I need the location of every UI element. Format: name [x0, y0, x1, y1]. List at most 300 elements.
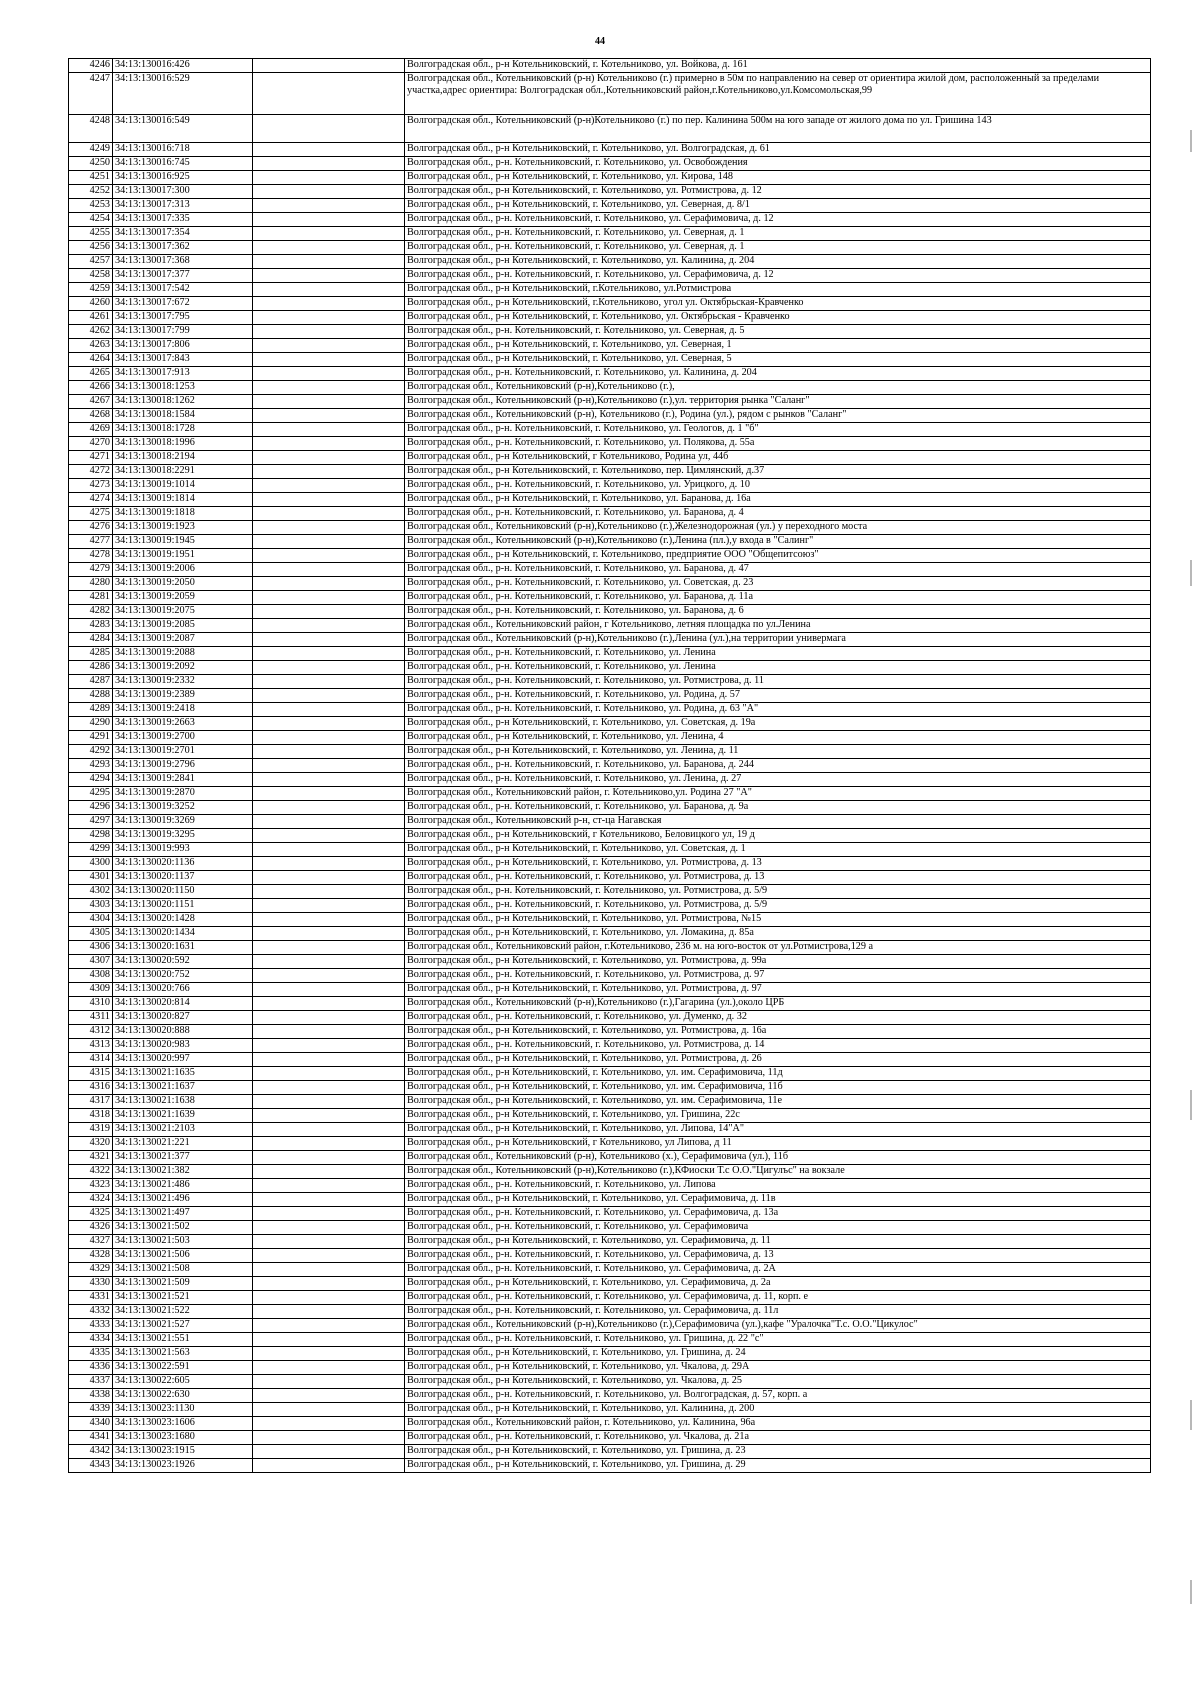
table-row [69, 661, 1151, 675]
address-cell: Волгоградская обл., р-н. Котельниковский, г. Котельниково, ул. Ротмистрова, д. 11 [405, 675, 1151, 689]
empty-cell [253, 675, 405, 689]
cadastral-number-cell: 34:13:130022:591 [113, 1361, 253, 1375]
table-row [69, 1417, 1151, 1431]
row-number-cell: 4329 [69, 1263, 113, 1277]
row-number-cell: 4342 [69, 1445, 113, 1459]
cadastral-number-cell: 34:13:130019:2092 [113, 661, 253, 675]
address-cell: Волгоградская обл., р-н Котельниковский, г. Котельниково, ул. Гришина, 22с [405, 1109, 1151, 1123]
address-cell: Волгоградская обл., р-н Котельниковский, г. Котельниково, ул. Серафимовича, д. 11в [405, 1193, 1151, 1207]
empty-cell [253, 269, 405, 283]
table-row [69, 1235, 1151, 1249]
address-cell: Волгоградская обл., р-н Котельниковский, г. Котельниково, ул. Кирова, 148 [405, 171, 1151, 185]
table-row [69, 1277, 1151, 1291]
cadastral-number-cell: 34:13:130019:2087 [113, 633, 253, 647]
cadastral-number-cell: 34:13:130016:426 [113, 59, 253, 73]
empty-cell [253, 479, 405, 493]
address-cell: Волгоградская обл., р-н. Котельниковский, г. Котельниково, ул. Родина, д. 57 [405, 689, 1151, 703]
cadastral-number-cell: 34:13:130018:1584 [113, 409, 253, 423]
row-number-cell: 4302 [69, 885, 113, 899]
table-row [69, 1067, 1151, 1081]
table-row [69, 941, 1151, 955]
empty-cell [253, 143, 405, 157]
table-row [69, 521, 1151, 535]
table-row [69, 563, 1151, 577]
table-row [69, 297, 1151, 311]
empty-cell [253, 1123, 405, 1137]
cadastral-number-cell: 34:13:130017:806 [113, 339, 253, 353]
row-number-cell: 4306 [69, 941, 113, 955]
row-number-cell: 4288 [69, 689, 113, 703]
empty-cell [253, 997, 405, 1011]
address-cell: Волгоградская обл., Котельниковский (р-н)Котельниково (г.) по пер. Калинина 500м на юго западе от жилого дома по ул. Гришина 143 [405, 115, 1151, 143]
table-row [69, 1305, 1151, 1319]
table-row [69, 857, 1151, 871]
cadastral-number-cell: 34:13:130016:718 [113, 143, 253, 157]
empty-cell [253, 423, 405, 437]
table-row [69, 1123, 1151, 1137]
cadastral-number-cell: 34:13:130019:2418 [113, 703, 253, 717]
table-row [69, 1249, 1151, 1263]
table-row [69, 451, 1151, 465]
address-cell: Волгоградская обл., р-н. Котельниковский, г. Котельниково, ул. Чкалова, д. 21а [405, 1431, 1151, 1445]
empty-cell [253, 1081, 405, 1095]
table-row [69, 1361, 1151, 1375]
table-row [69, 171, 1151, 185]
row-number-cell: 4318 [69, 1109, 113, 1123]
row-number-cell: 4270 [69, 437, 113, 451]
cadastral-number-cell: 34:13:130018:2291 [113, 465, 253, 479]
table-row [69, 269, 1151, 283]
table-row [69, 325, 1151, 339]
row-number-cell: 4324 [69, 1193, 113, 1207]
address-cell: Волгоградская обл., р-н Котельниковский, г Котельниково, ул Липова, д 11 [405, 1137, 1151, 1151]
cadastral-number-cell: 34:13:130017:300 [113, 185, 253, 199]
address-cell: Волгоградская обл., р-н Котельниковский, г. Котельниково, ул. Ротмистрова, д. 97 [405, 983, 1151, 997]
address-cell: Волгоградская обл., р-н. Котельниковский, г. Котельниково, ул. Волгоградская, д. 57, корп. а [405, 1389, 1151, 1403]
cadastral-number-cell: 34:13:130023:1130 [113, 1403, 253, 1417]
empty-cell [253, 689, 405, 703]
table-row [69, 675, 1151, 689]
row-number-cell: 4307 [69, 955, 113, 969]
row-number-cell: 4319 [69, 1123, 113, 1137]
empty-cell [253, 801, 405, 815]
empty-cell [253, 605, 405, 619]
table-row [69, 591, 1151, 605]
empty-cell [253, 647, 405, 661]
empty-cell [253, 1459, 405, 1473]
row-number-cell: 4264 [69, 353, 113, 367]
cadastral-number-cell: 34:13:130022:630 [113, 1389, 253, 1403]
table-row [69, 339, 1151, 353]
cadastral-number-cell: 34:13:130019:2085 [113, 619, 253, 633]
empty-cell [253, 115, 405, 143]
table-row [69, 535, 1151, 549]
row-number-cell: 4247 [69, 73, 113, 115]
cadastral-number-cell: 34:13:130016:745 [113, 157, 253, 171]
cadastral-number-cell: 34:13:130020:814 [113, 997, 253, 1011]
table-row [69, 381, 1151, 395]
row-number-cell: 4340 [69, 1417, 113, 1431]
empty-cell [253, 339, 405, 353]
scan-artifact [1190, 130, 1192, 152]
empty-cell [253, 591, 405, 605]
address-cell: Волгоградская обл., р-н. Котельниковский, г. Котельниково, ул. Гришина, д. 22 "с" [405, 1333, 1151, 1347]
table-row [69, 479, 1151, 493]
table-row [69, 899, 1151, 913]
table-row [69, 353, 1151, 367]
address-cell: Волгоградская обл., Котельниковский (р-н),Котельниково (г.),КФиоски Т.с О.О."Цигулъс" на вокзале [405, 1165, 1151, 1179]
row-number-cell: 4296 [69, 801, 113, 815]
row-number-cell: 4272 [69, 465, 113, 479]
row-number-cell: 4335 [69, 1347, 113, 1361]
cadastral-number-cell: 34:13:130021:496 [113, 1193, 253, 1207]
table-row [69, 1011, 1151, 1025]
address-cell: Волгоградская обл., р-н Котельниковский, г. Котельниково, предприятие ООО "Общепитсоюз" [405, 549, 1151, 563]
cadastral-number-cell: 34:13:130021:563 [113, 1347, 253, 1361]
cadastral-number-cell: 34:13:130020:888 [113, 1025, 253, 1039]
row-number-cell: 4334 [69, 1333, 113, 1347]
empty-cell [253, 1235, 405, 1249]
row-number-cell: 4260 [69, 297, 113, 311]
empty-cell [253, 507, 405, 521]
address-cell: Волгоградская обл., Котельниковский (р-н),Котельниково (г.),Железнодорожная (ул.) у переходного моста [405, 521, 1151, 535]
address-cell: Волгоградская обл., р-н. Котельниковский, г. Котельниково, ул. Ленина [405, 661, 1151, 675]
table-row [69, 423, 1151, 437]
row-number-cell: 4276 [69, 521, 113, 535]
address-cell: Волгоградская обл., р-н Котельниковский, г. Котельниково, ул. Ленина, 4 [405, 731, 1151, 745]
address-cell: Волгоградская обл., р-н. Котельниковский, г. Котельниково, ул. Баранова, д. 11а [405, 591, 1151, 605]
cadastral-number-cell: 34:13:130021:221 [113, 1137, 253, 1151]
cadastral-number-cell: 34:13:130021:382 [113, 1165, 253, 1179]
row-number-cell: 4299 [69, 843, 113, 857]
address-cell: Волгоградская обл., р-н Котельниковский, г. Котельниково, ул. Советская, д. 19а [405, 717, 1151, 731]
table-row [69, 619, 1151, 633]
table-row [69, 213, 1151, 227]
table-row [69, 157, 1151, 171]
row-number-cell: 4283 [69, 619, 113, 633]
row-number-cell: 4325 [69, 1207, 113, 1221]
address-cell: Волгоградская обл., р-н Котельниковский, г. Котельниково, ул. Северная, 1 [405, 339, 1151, 353]
row-number-cell: 4310 [69, 997, 113, 1011]
address-cell: Волгоградская обл., Котельниковский (р-н),Котельниково (г.),ул. территория рынка "Саланг" [405, 395, 1151, 409]
cadastral-number-cell: 34:13:130017:335 [113, 213, 253, 227]
empty-cell [253, 1417, 405, 1431]
address-cell: Волгоградская обл., р-н. Котельниковский, г. Котельниково, ул. Северная, д. 5 [405, 325, 1151, 339]
table-row [69, 465, 1151, 479]
cadastral-number-cell: 34:13:130019:1951 [113, 549, 253, 563]
cadastral-number-cell: 34:13:130021:522 [113, 1305, 253, 1319]
empty-cell [253, 983, 405, 997]
address-cell: Волгоградская обл., р-н. Котельниковский, г. Котельниково, ул. Полякова, д. 55а [405, 437, 1151, 451]
row-number-cell: 4327 [69, 1235, 113, 1249]
cadastral-number-cell: 34:13:130019:2075 [113, 605, 253, 619]
cadastral-number-cell: 34:13:130021:1637 [113, 1081, 253, 1095]
row-number-cell: 4261 [69, 311, 113, 325]
empty-cell [253, 325, 405, 339]
table-row [69, 549, 1151, 563]
empty-cell [253, 465, 405, 479]
address-cell: Волгоградская обл., р-н Котельниковский, г. Котельниково, ул. Липова, 14"А" [405, 1123, 1151, 1137]
empty-cell [253, 1095, 405, 1109]
row-number-cell: 4278 [69, 549, 113, 563]
row-number-cell: 4312 [69, 1025, 113, 1039]
empty-cell [253, 829, 405, 843]
table-row [69, 1347, 1151, 1361]
empty-cell [253, 717, 405, 731]
address-cell: Волгоградская обл., Котельниковский (р-н),Котельниково (г.),Гагарина (ул.),около ЦРБ [405, 997, 1151, 1011]
empty-cell [253, 1221, 405, 1235]
table-row [69, 1319, 1151, 1333]
table-row [69, 1053, 1151, 1067]
table-row [69, 787, 1151, 801]
table-row [69, 633, 1151, 647]
row-number-cell: 4246 [69, 59, 113, 73]
address-cell: Волгоградская обл., р-н. Котельниковский, г. Котельниково, ул. Северная, д. 1 [405, 241, 1151, 255]
table-row [69, 1025, 1151, 1039]
empty-cell [253, 1305, 405, 1319]
cadastral-number-cell: 34:13:130019:2059 [113, 591, 253, 605]
scan-artifact [1190, 1580, 1192, 1604]
table-row [69, 1179, 1151, 1193]
row-number-cell: 4284 [69, 633, 113, 647]
table-row [69, 913, 1151, 927]
address-cell: Волгоградская обл., р-н Котельниковский, г. Котельниково, ул. Серафимовича, д. 11 [405, 1235, 1151, 1249]
address-cell: Волгоградская обл., р-н. Котельниковский, г. Котельниково, ул. Серафимовича, д. 12 [405, 269, 1151, 283]
address-cell: Волгоградская обл., р-н Котельниковский, г. Котельниково, ул. Ротмистрова, д. 16а [405, 1025, 1151, 1039]
cadastral-number-cell: 34:13:130020:1434 [113, 927, 253, 941]
address-cell: Волгоградская обл., р-н Котельниковский, г. Котельниково, ул. Ротмистрова, д. 99а [405, 955, 1151, 969]
empty-cell [253, 199, 405, 213]
table-row [69, 689, 1151, 703]
empty-cell [253, 745, 405, 759]
empty-cell [253, 633, 405, 647]
table-row [69, 395, 1151, 409]
row-number-cell: 4316 [69, 1081, 113, 1095]
cadastral-number-cell: 34:13:130020:1136 [113, 857, 253, 871]
row-number-cell: 4339 [69, 1403, 113, 1417]
cadastral-number-cell: 34:13:130021:503 [113, 1235, 253, 1249]
empty-cell [253, 437, 405, 451]
cadastral-number-cell: 34:13:130017:843 [113, 353, 253, 367]
address-cell: Волгоградская обл., Котельниковский (р-н),Котельниково (г.),Серафимовича (ул.),кафе "Уралочка"Т.с. О.О."Цикулос" [405, 1319, 1151, 1333]
table-row [69, 1081, 1151, 1095]
empty-cell [253, 759, 405, 773]
row-number-cell: 4330 [69, 1277, 113, 1291]
address-cell: Волгоградская обл., р-н Котельниковский, г. Котельниково, ул. Ротмистрова, №15 [405, 913, 1151, 927]
row-number-cell: 4256 [69, 241, 113, 255]
table-row [69, 1445, 1151, 1459]
address-cell: Волгоградская обл., р-н. Котельниковский, г. Котельниково, ул. Баранова, д. 4 [405, 507, 1151, 521]
empty-cell [253, 1039, 405, 1053]
address-cell: Волгоградская обл., Котельниковский (р-н),Котельниково (г.),Ленина (пл.),у входа в "Салинг" [405, 535, 1151, 549]
table-row [69, 199, 1151, 213]
empty-cell [253, 1333, 405, 1347]
row-number-cell: 4257 [69, 255, 113, 269]
row-number-cell: 4253 [69, 199, 113, 213]
address-cell: Волгоградская обл., Котельниковский (р-н), Котельниково (х.), Серафимовича (ул.), 11б [405, 1151, 1151, 1165]
cadastral-number-cell: 34:13:130019:2700 [113, 731, 253, 745]
address-cell: Волгоградская обл., р-н Котельниковский, г. Котельниково, ул. Октябрьская - Кравченко [405, 311, 1151, 325]
empty-cell [253, 787, 405, 801]
scan-artifact [1190, 1400, 1192, 1430]
cadastral-number-cell: 34:13:130019:2006 [113, 563, 253, 577]
address-cell: Волгоградская обл., р-н. Котельниковский, г. Котельниково, ул. Ротмистрова, д. 14 [405, 1039, 1151, 1053]
table-row [69, 1389, 1151, 1403]
row-number-cell: 4280 [69, 577, 113, 591]
address-cell: Волгоградская обл., р-н. Котельниковский, г. Котельниково, ул. Ротмистрова, д. 13 [405, 871, 1151, 885]
cadastral-number-cell: 34:13:130017:377 [113, 269, 253, 283]
table-row [69, 955, 1151, 969]
row-number-cell: 4274 [69, 493, 113, 507]
address-cell: Волгоградская обл., р-н. Котельниковский, г. Котельниково, ул. Серафимовича, д. 13а [405, 1207, 1151, 1221]
row-number-cell: 4321 [69, 1151, 113, 1165]
row-number-cell: 4313 [69, 1039, 113, 1053]
address-cell: Волгоградская обл., р-н Котельниковский, г. Котельниково, ул. им. Серафимовича, 11д [405, 1067, 1151, 1081]
address-cell: Волгоградская обл., Котельниковский (р-н),Котельниково (г.), [405, 381, 1151, 395]
address-cell: Волгоградская обл., р-н Котельниковский, г. Котельниково, ул. Калинина, д. 204 [405, 255, 1151, 269]
address-cell: Волгоградская обл., р-н Котельниковский, г.Котельниково, угол ул. Октябрьская-Кравченко [405, 297, 1151, 311]
registry-table [68, 58, 1151, 1473]
table-row [69, 73, 1151, 115]
row-number-cell: 4305 [69, 927, 113, 941]
cadastral-number-cell: 34:13:130021:506 [113, 1249, 253, 1263]
row-number-cell: 4336 [69, 1361, 113, 1375]
cadastral-number-cell: 34:13:130016:549 [113, 115, 253, 143]
table-row [69, 983, 1151, 997]
cadastral-number-cell: 34:13:130021:508 [113, 1263, 253, 1277]
empty-cell [253, 1151, 405, 1165]
cadastral-number-cell: 34:13:130016:529 [113, 73, 253, 115]
cadastral-number-cell: 34:13:130019:993 [113, 843, 253, 857]
row-number-cell: 4282 [69, 605, 113, 619]
cadastral-number-cell: 34:13:130021:497 [113, 1207, 253, 1221]
table-row [69, 815, 1151, 829]
address-cell: Волгоградская обл., р-н. Котельниковский, г. Котельниково, ул. Серафимовича, д. 13 [405, 1249, 1151, 1263]
table-row [69, 605, 1151, 619]
row-number-cell: 4290 [69, 717, 113, 731]
address-cell: Волгоградская обл., р-н. Котельниковский, г. Котельниково, ул. Баранова, д. 9а [405, 801, 1151, 815]
empty-cell [253, 297, 405, 311]
address-cell: Волгоградская обл., р-н Котельниковский, г. Котельниково, ул. Северная, 5 [405, 353, 1151, 367]
empty-cell [253, 843, 405, 857]
cadastral-number-cell: 34:13:130021:521 [113, 1291, 253, 1305]
empty-cell [253, 1179, 405, 1193]
row-number-cell: 4279 [69, 563, 113, 577]
empty-cell [253, 1011, 405, 1025]
cadastral-number-cell: 34:13:130021:1638 [113, 1095, 253, 1109]
empty-cell [253, 1403, 405, 1417]
address-cell: Волгоградская обл., р-н Котельниковский, г. Котельниково, ул. Гришина, д. 23 [405, 1445, 1151, 1459]
cadastral-number-cell: 34:13:130021:377 [113, 1151, 253, 1165]
table-row [69, 1263, 1151, 1277]
empty-cell [253, 1347, 405, 1361]
table-row [69, 577, 1151, 591]
row-number-cell: 4326 [69, 1221, 113, 1235]
empty-cell [253, 367, 405, 381]
row-number-cell: 4281 [69, 591, 113, 605]
row-number-cell: 4331 [69, 1291, 113, 1305]
table-row [69, 703, 1151, 717]
row-number-cell: 4259 [69, 283, 113, 297]
cadastral-number-cell: 34:13:130019:3295 [113, 829, 253, 843]
empty-cell [253, 1319, 405, 1333]
row-number-cell: 4262 [69, 325, 113, 339]
cadastral-number-cell: 34:13:130019:1945 [113, 535, 253, 549]
table-row [69, 185, 1151, 199]
registry-table-body [69, 59, 1151, 1473]
row-number-cell: 4341 [69, 1431, 113, 1445]
scan-artifact [1190, 560, 1192, 586]
table-row [69, 1165, 1151, 1179]
address-cell: Волгоградская обл., р-н. Котельниковский, г. Котельниково, ул. Думенко, д. 32 [405, 1011, 1151, 1025]
row-number-cell: 4323 [69, 1179, 113, 1193]
cadastral-number-cell: 34:13:130022:605 [113, 1375, 253, 1389]
table-row [69, 829, 1151, 843]
empty-cell [253, 1445, 405, 1459]
empty-cell [253, 1431, 405, 1445]
address-cell: Волгоградская обл., р-н Котельниковский, г. Котельниково, ул. Советская, д. 1 [405, 843, 1151, 857]
address-cell: Волгоградская обл., р-н Котельниковский, г. Котельниково, ул. Ротмистрова, д. 26 [405, 1053, 1151, 1067]
address-cell: Волгоградская обл., р-н. Котельниковский, г. Котельниково, ул. Баранова, д. 244 [405, 759, 1151, 773]
table-row [69, 1095, 1151, 1109]
empty-cell [253, 241, 405, 255]
address-cell: Волгоградская обл., р-н. Котельниковский, г. Котельниково, ул. Советская, д. 23 [405, 577, 1151, 591]
cadastral-number-cell: 34:13:130021:509 [113, 1277, 253, 1291]
row-number-cell: 4271 [69, 451, 113, 465]
row-number-cell: 4292 [69, 745, 113, 759]
row-number-cell: 4311 [69, 1011, 113, 1025]
row-number-cell: 4258 [69, 269, 113, 283]
table-row [69, 1151, 1151, 1165]
cadastral-number-cell: 34:13:130021:1635 [113, 1067, 253, 1081]
address-cell: Волгоградская обл., р-н. Котельниковский, г. Котельниково, ул. Геологов, д. 1 "б" [405, 423, 1151, 437]
table-row [69, 717, 1151, 731]
table-row [69, 773, 1151, 787]
table-row [69, 227, 1151, 241]
cadastral-number-cell: 34:13:130019:3252 [113, 801, 253, 815]
empty-cell [253, 913, 405, 927]
cadastral-number-cell: 34:13:130019:2050 [113, 577, 253, 591]
row-number-cell: 4266 [69, 381, 113, 395]
empty-cell [253, 171, 405, 185]
address-cell: Волгоградская обл., р-н Котельниковский, г. Котельниково, ул. Серафимовича, д. 2а [405, 1277, 1151, 1291]
row-number-cell: 4267 [69, 395, 113, 409]
row-number-cell: 4294 [69, 773, 113, 787]
cadastral-number-cell: 34:13:130019:2870 [113, 787, 253, 801]
address-cell: Волгоградская обл., р-н. Котельниковский, г. Котельниково, ул. Серафимовича, д. 11, корп. е [405, 1291, 1151, 1305]
row-number-cell: 4291 [69, 731, 113, 745]
row-number-cell: 4252 [69, 185, 113, 199]
address-cell: Волгоградская обл., р-н. Котельниковский, г. Котельниково, ул. Ротмистрова, д. 5/9 [405, 899, 1151, 913]
table-row [69, 745, 1151, 759]
table-row [69, 647, 1151, 661]
address-cell: Волгоградская обл., р-н Котельниковский, г. Котельниково, ул. Баранова, д. 16а [405, 493, 1151, 507]
empty-cell [253, 619, 405, 633]
address-cell: Волгоградская обл., р-н. Котельниковский, г. Котельниково, ул. Калинина, д. 204 [405, 367, 1151, 381]
table-row [69, 367, 1151, 381]
empty-cell [253, 857, 405, 871]
row-number-cell: 4320 [69, 1137, 113, 1151]
cadastral-number-cell: 34:13:130019:1014 [113, 479, 253, 493]
row-number-cell: 4248 [69, 115, 113, 143]
cadastral-number-cell: 34:13:130023:1915 [113, 1445, 253, 1459]
table-row [69, 1137, 1151, 1151]
cadastral-number-cell: 34:13:130017:542 [113, 283, 253, 297]
row-number-cell: 4295 [69, 787, 113, 801]
table-row [69, 255, 1151, 269]
row-number-cell: 4286 [69, 661, 113, 675]
cadastral-number-cell: 34:13:130020:1150 [113, 885, 253, 899]
